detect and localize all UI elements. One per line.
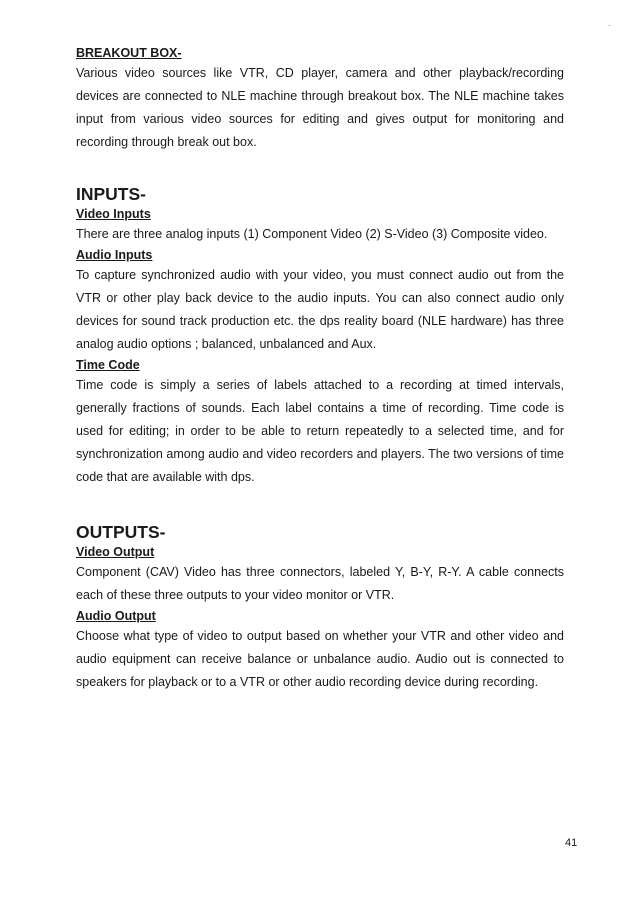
video-output-paragraph: Component (CAV) Video has three connectors, labeled Y, B-Y, R-Y. A cable connects each of these three outputs to your video monitor or VTR.	[76, 565, 564, 602]
inputs-heading: INPUTS-	[76, 184, 146, 204]
breakout-paragraph: Various video sources like VTR, CD player, camera and other playback/recording devices are connected to NLE machine through breakout box. The NLE machine takes input from various video sources for editing and gives output for monitoring and recording through break out box.	[76, 66, 564, 149]
page-number: 41	[565, 837, 578, 849]
time-code-paragraph: Time code is simply a series of labels attached to a recording at timed intervals, generally fractions of sounds. Each label contains a time of recording. Time code is used for editing; in order to be able to return repeatedly to a selected time, and for synchronization among audio and video recorders and players. The two versions of time code that are available with dps.	[76, 378, 564, 484]
audio-output-paragraph: Choose what type of video to output based on whether your VTR and other video and audio equipment can receive balance or unbalance audio. Audio out is connected to speakers for playback or to a VTR or other audio recording device during recording.	[76, 629, 564, 689]
video-inputs-heading: Video Inputs	[76, 207, 151, 221]
outputs-heading: OUTPUTS-	[76, 522, 166, 542]
audio-inputs-paragraph: To capture synchronized audio with your video, you must connect audio out from the VTR or other play back device to the audio inputs. You can also connect audio only devices for sound track production etc. the dps reality board (NLE hardware) has three analog audio options ; balanced, unbalanced and Aux.	[76, 268, 564, 351]
video-output-heading: Video Output	[76, 545, 155, 559]
video-inputs-paragraph: There are three analog inputs (1) Component Video (2) S-Video (3) Composite video.	[76, 227, 548, 241]
page-content	[76, 44, 564, 694]
corner-mark: .	[608, 18, 611, 28]
audio-output-heading: Audio Output	[76, 609, 156, 623]
breakout-heading: BREAKOUT BOX-	[76, 46, 182, 60]
time-code-heading: Time Code	[76, 358, 140, 372]
audio-inputs-heading: Audio Inputs	[76, 248, 153, 262]
